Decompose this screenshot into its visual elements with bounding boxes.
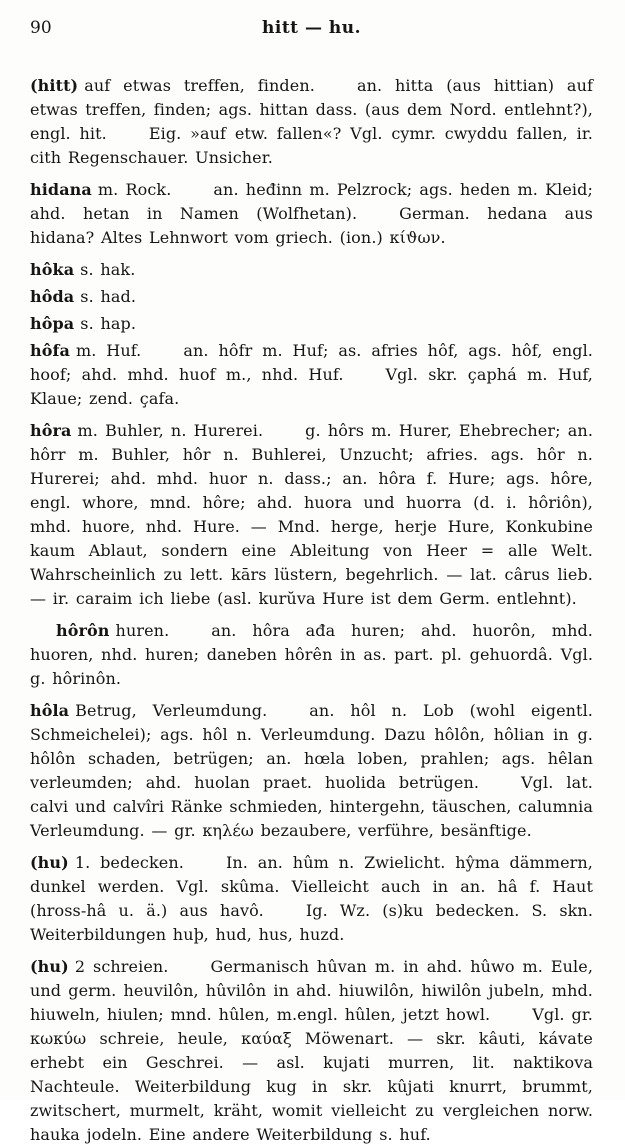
- wide-space: [263, 435, 305, 436]
- wide-space: [490, 1019, 532, 1020]
- wide-space: [169, 635, 211, 636]
- entry-text: auf etwas treffen, finden.: [84, 76, 315, 95]
- entry-text: s. hap.: [80, 314, 137, 333]
- entry-text: German. hedana aus hidana? Altes Lehnwort vom griech. (ion.) κίϑων.: [30, 204, 593, 247]
- wide-space: [479, 787, 521, 788]
- entry-hora: [30, 419, 593, 611]
- headword: hôra: [30, 421, 72, 440]
- wide-space: [141, 355, 183, 356]
- entry-text: an. hôra ađa huren; ahd. huorôn, mhd. huoren, nhd. huren; daneben hôrên in as. part. pl. gehuordâ. Vgl. g. hôrinôn.: [30, 621, 593, 688]
- entry-hoda: [30, 285, 593, 309]
- headword: hôla: [30, 701, 70, 720]
- entry-text: In. an. hûm n. Zwielicht. hŷma dämmern, dunkel werden. Vgl. skûma. Vielleicht auch in an. hâ f. Haut (hross-hâ u. ä.) aus havô.: [30, 853, 593, 920]
- entry-text: an. hôl n. Lob (wohl eigentl. Schmeichelei); ags. hôl n. Verleumdung. Dazu hôlôn, hôlian in g. hôlôn schaden, betrügen; an. hœla loben, prahlen; ags. hêlan verleumden; ahd. huolan praet. huolida betrügen.: [30, 701, 593, 792]
- entry-text: Eig. »auf etw. fallen«? Vgl. cymr. cwyddu fallen, ir. cith Regenschauer. Unsicher.: [30, 124, 593, 167]
- entry-hidana: [30, 178, 593, 250]
- entry-hofa: [30, 339, 593, 411]
- headword: hôda: [30, 287, 75, 306]
- entry-text: 1. bedecken.: [74, 853, 184, 872]
- headword: hidana: [30, 180, 92, 199]
- entry-text: m. Buhler, n. Hurerei.: [77, 421, 264, 440]
- entry-text: an. heđinn m. Pelzrock; ags. heden m. Kleid; ahd. hetan in Namen (Wolfhetan).: [30, 180, 593, 223]
- entry-text: an. hôfr m. Huf; as. afries hôf, ags. hôf, engl. hoof; ahd. mhd. huof m., nhd. Huf.: [30, 341, 593, 384]
- entry-hitt: [30, 74, 593, 170]
- running-header: [30, 18, 593, 44]
- entry-text: huren.: [115, 621, 170, 640]
- entry-hola: [30, 699, 593, 843]
- entry-hu-1: [30, 851, 593, 947]
- entry-text: Vgl. skr. çaphá m. Huf, Klaue; zend. çafa.: [30, 365, 593, 408]
- wide-space: [344, 379, 386, 380]
- wide-space: [264, 915, 306, 916]
- entry-text: m. Huf.: [75, 341, 142, 360]
- entry-text: Betrug, Verleumdung.: [75, 701, 268, 720]
- headword: (hu): [30, 853, 69, 872]
- entry-text: m. Rock.: [97, 180, 172, 199]
- headword: hôfa: [30, 341, 70, 360]
- headword: hôpa: [30, 314, 75, 333]
- headword: (hu): [30, 957, 69, 976]
- wide-space: [267, 715, 309, 716]
- headword: hôrôn: [56, 621, 110, 640]
- entry-text: g. hôrs m. Hurer, Ehebrecher; an. hôrr m. Buhler, hôr n. Buhlerei, Unzucht; afries. ags. hôr n. Hurerei; ahd. mhd. huor n. dass.; an. hôra f. Hure; ags. hôre, engl. whore, mnd. hôre; ahd. huora und huorra (d. i. hôriôn), mhd. huore, nhd. Hure. — Mnd. herge, herje Hure, Konkubine kaum Ablaut, sondern eine Ableitung von Heer = alle Welt. Wahrscheinlich zu lett. kārs lüstern, begehrlich. — lat. cârus lieb. — ir. caraim ich liebe (asl. kurŭva Hure ist dem Germ. entlehnt).: [30, 421, 594, 608]
- entry-text: Germanisch hûvan m. in ahd. hûwo m. Eule, und germ. heuvilôn, hûvilôn in ahd. hiuwilôn, hiwilôn jubeln, mhd. hiuweln, hiulen; mnd. hûlen, m.engl. hûlen, jetzt howl.: [30, 957, 594, 1024]
- entry-text: 2 schreien.: [74, 957, 169, 976]
- headword: hôka: [30, 260, 75, 279]
- wide-space: [171, 194, 213, 195]
- wide-space: [168, 971, 210, 972]
- running-title: hitt — hu.: [262, 18, 361, 38]
- page-number: 90: [30, 18, 52, 38]
- entry-text: s. had.: [80, 287, 137, 306]
- entry-hopa: [30, 312, 593, 336]
- wide-space: [357, 218, 399, 219]
- wide-space: [107, 138, 149, 139]
- wide-space: [315, 90, 357, 91]
- entry-text: s. hak.: [80, 260, 136, 279]
- entry-horon: [30, 619, 593, 691]
- entry-text: Ig. Wz. (s)ku bedecken. S. skn. Weiterbildungen huþ, hud, hus, huzd.: [30, 901, 594, 944]
- entry-text: Vgl. lat. calvi und calvîri Ränke schmieden, hintergehn, täuschen, calumnia Verleumdung. — gr. κηλέω bezaubere, verführe, besänftige.: [30, 773, 593, 840]
- wide-space: [184, 867, 226, 868]
- headword: (hitt): [30, 76, 79, 95]
- entry-text: Vgl. gr. κωκύω schreie, heule, καύαξ Möwenart. — skr. kâuti, kávate erhebt ein Geschrei. — asl. kujati murren, lit. naktikova Nachteule. Weiterbildung kug in skr. kûjati knurrt, brummt, zwitschert, murmelt, kräht, womit vielleicht zu vergleichen norw. hauka jodeln. Eine andere Weiterbildung s. huf.: [30, 1005, 593, 1144]
- entry-text: an. hitta (aus hittian) auf etwas treffen, finden; ags. hittan dass. (aus dem Nord. entlehnt?), engl. hit.: [30, 76, 593, 143]
- entry-hoka: [30, 258, 593, 282]
- entry-hu-2: [30, 955, 593, 1147]
